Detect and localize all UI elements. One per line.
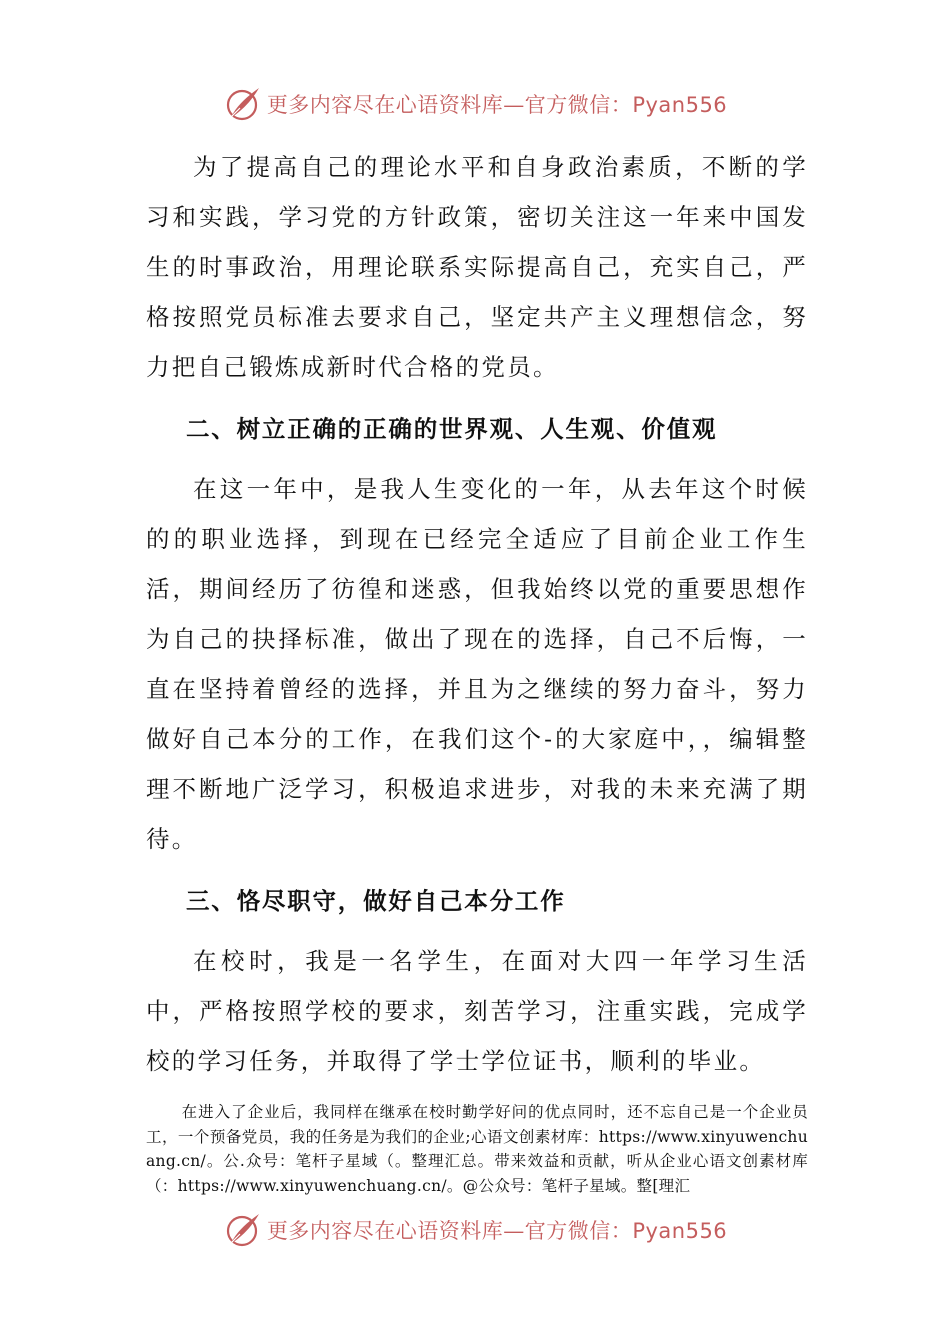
- paragraph-2: 在这一年中，是我人生变化的一年，从去年这个时候的的职业选择，到现在已经完全适应了目前企业工作生活，期间经历了彷徨和迷惑，但我始终以党的重要思想作为自己的抉择标准，做出了现在的选择，自己不后悔，一直在坚持着曾经的选择，并且为之继续的努力奋斗，努力做好自己本分的工作，在我们这个-的大家庭中，，编辑整理不断地广泛学习，积极追求进步，对我的未来充满了期待。: [146, 475, 808, 853]
- quill-logo-icon: [223, 84, 263, 124]
- banner-text: 更多内容尽在心语资料库—官方微信：Pyan556: [266, 1219, 728, 1243]
- paragraph-4: 在进入了企业后，我同样在继承在校时勤学好问的优点同时，还不忘自己是一个企业员工，一个预备党员，我的任务是为我们的企业;心语文创素材库：https://www.xinyuwenchuang.cn/。公.众号：笔杆子星域（。整理汇总。带来效益和贡献，听从企业心语文创素材库（：https://www.xinyuwenchuang.cn/。@公众号：笔杆子星域。整[理汇: [146, 1103, 808, 1195]
- header-banner: [0, 82, 950, 126]
- section-heading-2: 二、树立正确的正确的世界观、人生观、价值观: [186, 415, 718, 443]
- section-heading-3: 三、恪尽职守，做好自己本分工作: [186, 887, 566, 915]
- paragraph-3: 在校时，我是一名学生，在面对大四一年学习生活中，严格按照学校的要求，刻苦学习，注重实践，完成学校的学习任务，并取得了学士学位证书，顺利的毕业。: [146, 947, 808, 1075]
- document-body: [146, 142, 808, 1198]
- footer-banner: [0, 1208, 950, 1252]
- paragraph-1: 为了提高自己的理论水平和自身政治素质，不断的学习和实践，学习党的方针政策，密切关注这一年来中国发生的时事政治，用理论联系实际提高自己，充实自己，严格按照党员标准去要求自己，坚定共产主义理想信念，努力把自己锻炼成新时代合格的党员。: [146, 153, 808, 381]
- banner-text: 更多内容尽在心语资料库—官方微信：Pyan556: [266, 93, 728, 117]
- quill-logo-icon: [223, 1210, 263, 1250]
